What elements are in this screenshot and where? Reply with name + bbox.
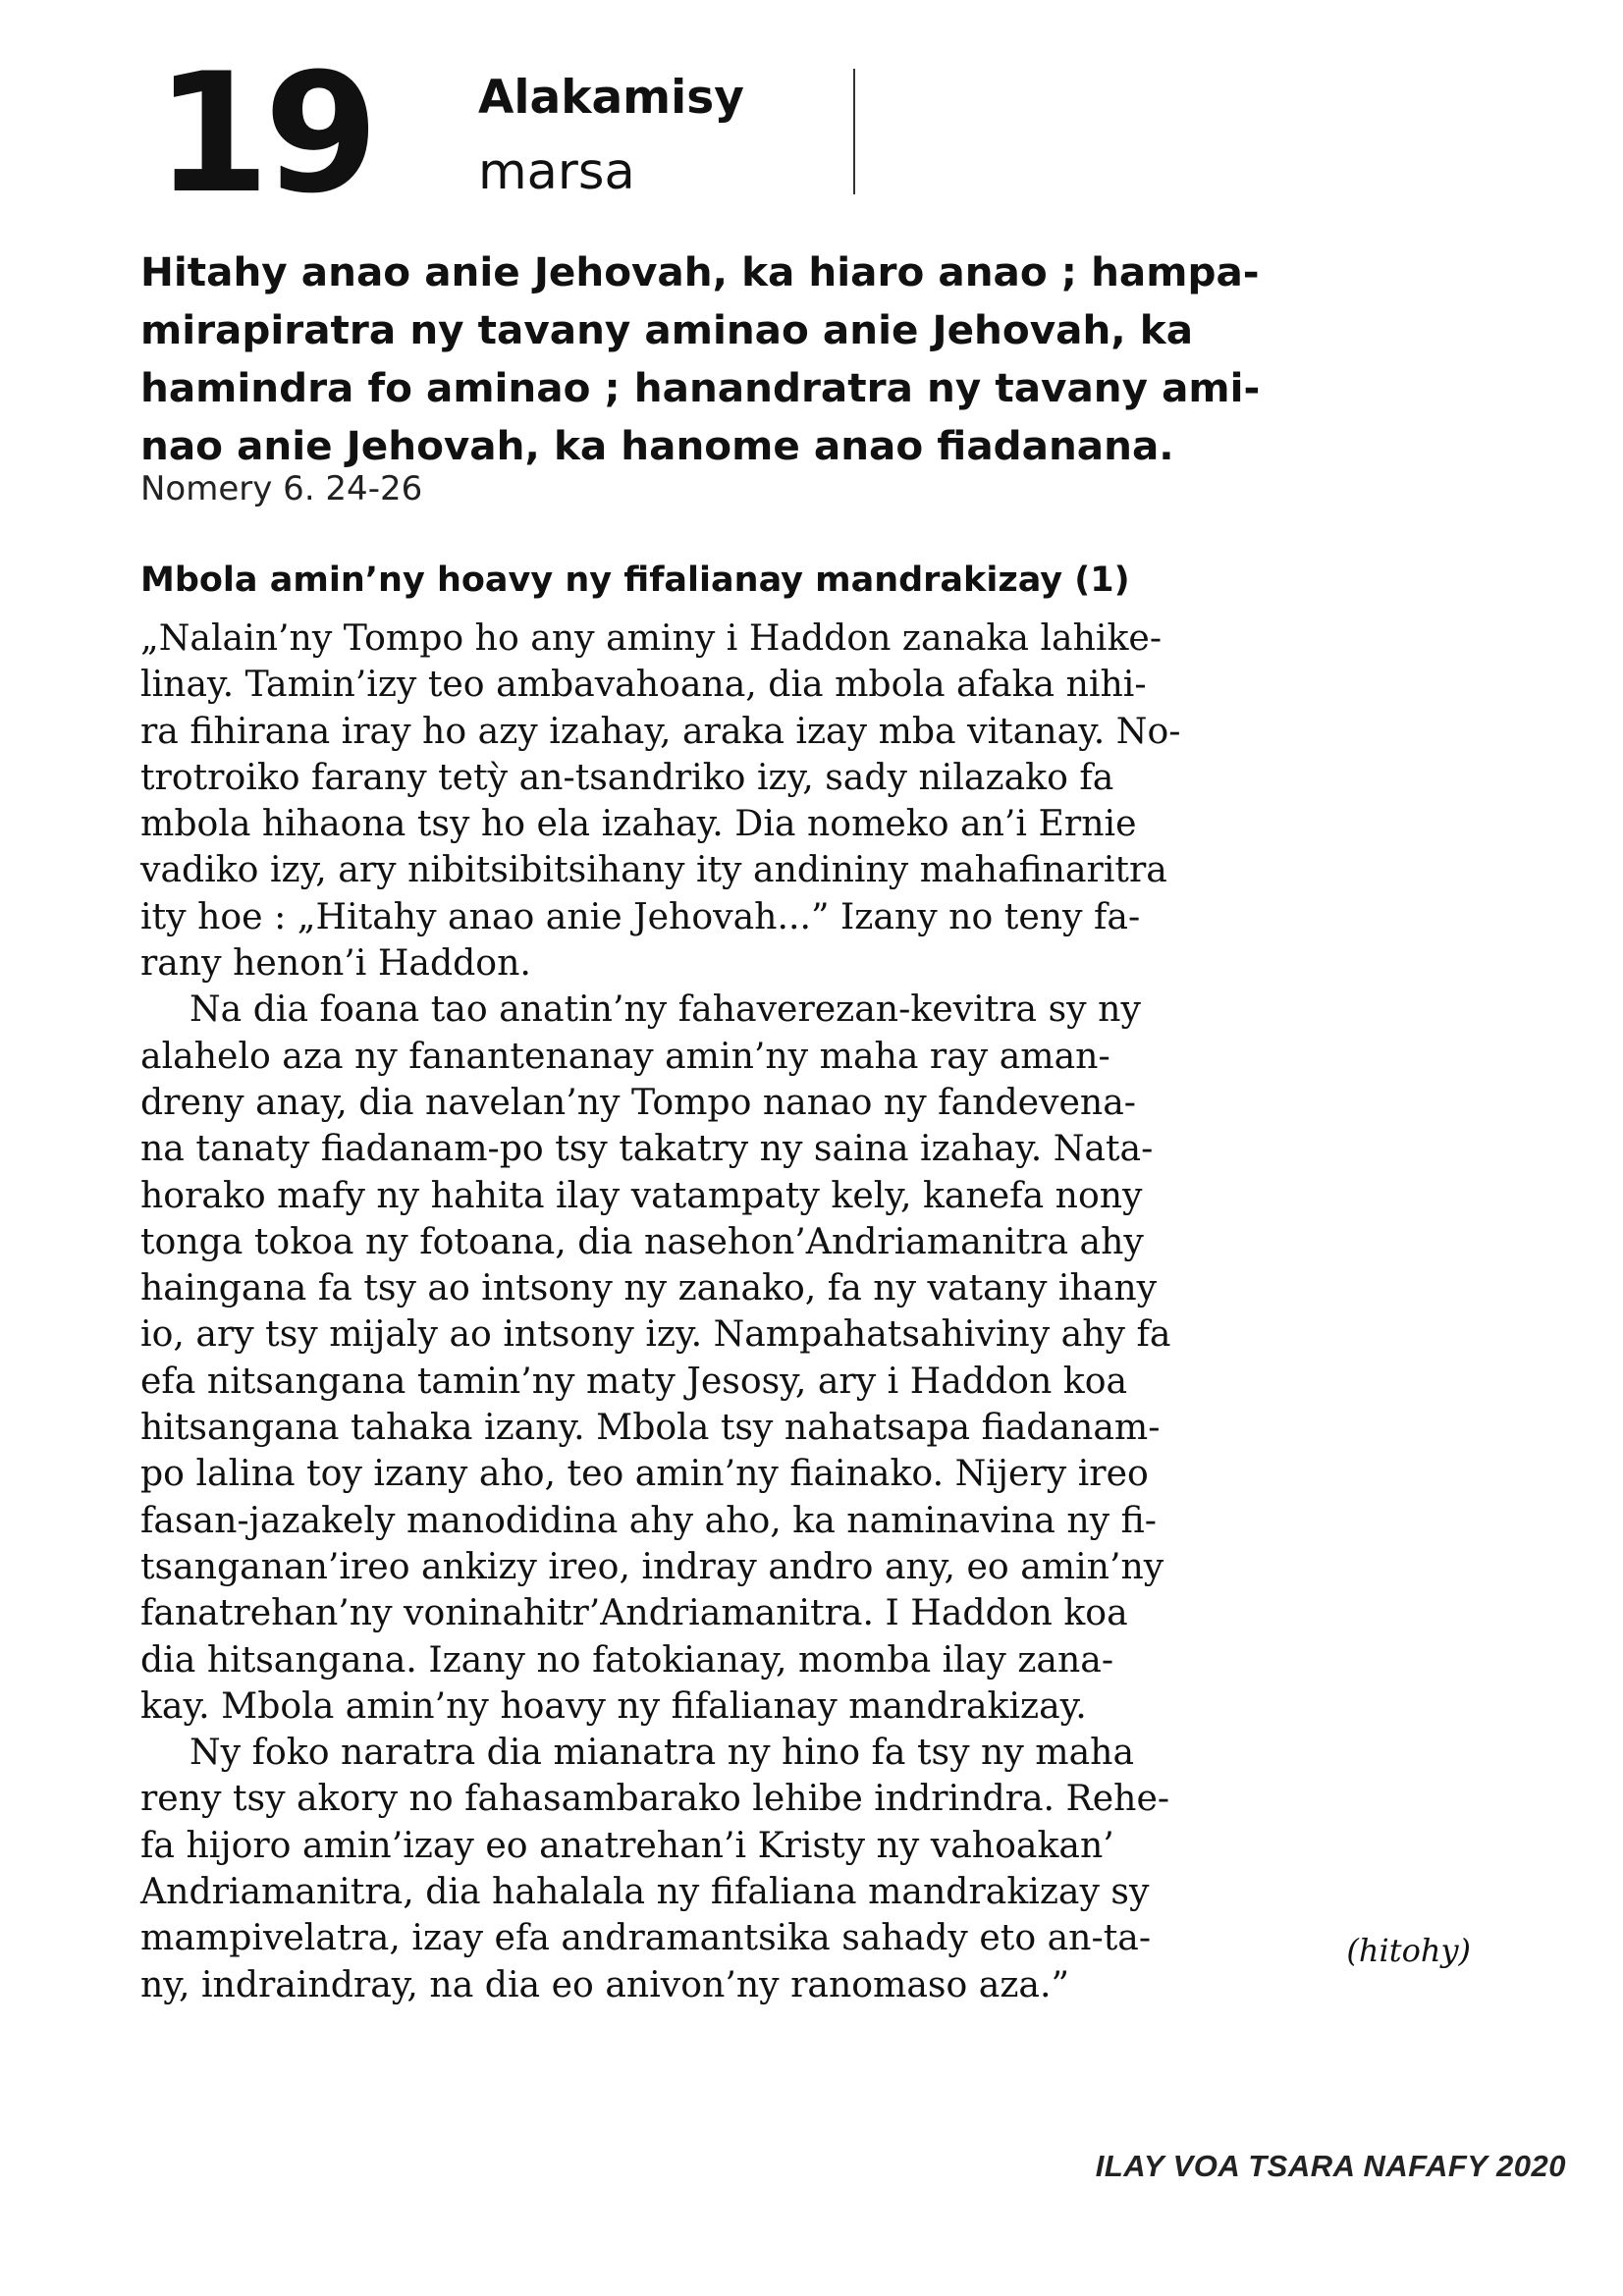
- publication-footer: ILAY VOA TSARA NAFAFY 2020: [1095, 2149, 1566, 2183]
- verse-line: hamindra fo aminao ; hanandratra ny tavany ami-: [140, 364, 1261, 411]
- body-line: „Nalain’ny Tompo ho any aminy i Haddon zanaka lahike-: [140, 616, 1163, 659]
- month-label: marsa: [478, 143, 635, 201]
- body-line: reny tsy akory no fahasambarako lehibe indrindra. Rehe-: [140, 1777, 1170, 1820]
- day-number: 19: [155, 37, 373, 230]
- body-line: trotroiko farany tetỳ an-tsandriko izy, sady nilazako fa: [140, 755, 1114, 798]
- body-line: ny, indraindray, na dia eo anivon’ny ranomaso aza.”: [140, 1962, 1070, 2005]
- verse-reference: Nomery 6. 24-26: [140, 469, 423, 508]
- body-line: linay. Tamin’izy teo ambavahoana, dia mbola afaka nihi-: [140, 663, 1147, 706]
- verse-line: Hitahy anao anie Jehovah, ka hiaro anao ; hampa-: [140, 248, 1260, 295]
- body-line: kay. Mbola amin’ny hoavy ny fifalianay mandrakizay.: [140, 1683, 1087, 1727]
- verse-line: mirapiratra ny tavany aminao anie Jehovah, ka: [140, 306, 1194, 353]
- body-line: io, ary tsy mijaly ao intsony izy. Nampahatsahiviny ahy fa: [140, 1312, 1171, 1356]
- body-line: mbola hihaona tsy ho ela izahay. Dia nomeko an’i Ernie: [140, 802, 1137, 845]
- body-line: ity hoe : „Hitahy anao anie Jehovah...” Izany no teny fa-: [140, 894, 1141, 937]
- body-line: Andriamanitra, dia hahalala ny fifaliana mandrakizay sy: [140, 1870, 1150, 1913]
- article-title: Mbola amin’ny hoavy ny fifalianay mandrakizay (1): [140, 561, 1130, 600]
- body-line: mampivelatra, izay efa andramantsika sahady eto an-ta-: [140, 1916, 1152, 1959]
- body-line: ra fihirana iray ho azy izahay, araka izay mba vitanay. No-: [140, 709, 1181, 752]
- body-line: Na dia foana tao anatin’ny fahaverezan-kevitra sy ny: [189, 988, 1141, 1031]
- body-line: efa nitsangana tamin’ny maty Jesosy, ary i Haddon koa: [140, 1359, 1128, 1402]
- body-line: horako mafy ny hahita ilay vatampaty kely, kanefa nony: [140, 1173, 1143, 1216]
- body-line: na tanaty fiadanam-po tsy takatry ny saina izahay. Nata-: [140, 1127, 1154, 1170]
- body-line: rany henon’i Haddon.: [140, 941, 531, 985]
- body-line: tonga tokoa ny fotoana, dia nasehon’Andriamanitra ahy: [140, 1219, 1144, 1262]
- header-divider: [853, 69, 855, 194]
- body-line: haingana fa tsy ao intsony ny zanako, fa ny vatany ihany: [140, 1266, 1158, 1309]
- article-body: [140, 614, 1481, 2007]
- body-line: dreny anay, dia navelan’ny Tompo nanao ny fandevena-: [140, 1080, 1137, 1123]
- body-line: alahelo aza ny fanantenanay amin’ny maha ray aman-: [140, 1034, 1110, 1077]
- body-line: fasan-jazakely manodidina ahy aho, ka naminavina ny fi-: [140, 1498, 1157, 1541]
- body-line: fanatrehan’ny voninahitr’Andriamanitra. I Haddon koa: [140, 1591, 1128, 1634]
- body-line: Ny foko naratra dia mianatra ny hino fa tsy ny maha: [189, 1731, 1135, 1774]
- verse-line: nao anie Jehovah, ka hanome anao fiadanana.: [140, 422, 1174, 469]
- continuation-note: (hitohy): [1346, 1932, 1471, 1969]
- body-line: po lalina toy izany aho, teo amin’ny fiainako. Nijery ireo: [140, 1452, 1149, 1495]
- body-line: tsanganan’ireo ankizy ireo, indray andro any, eo amin’ny: [140, 1544, 1164, 1587]
- daily-verse: [140, 243, 1481, 475]
- body-line: vadiko izy, ary nibitsibitsihany ity andininy mahafinaritra: [140, 848, 1167, 891]
- weekday-label: Alakamisy: [478, 71, 744, 125]
- body-line: fa hijoro amin’izay eo anatrehan’i Kristy ny vahoakan’: [140, 1823, 1114, 1866]
- body-line: dia hitsangana. Izany no fatokianay, momba ilay zana-: [140, 1637, 1114, 1681]
- body-line: hitsangana tahaka izany. Mbola tsy nahatsapa fiadanam-: [140, 1406, 1161, 1449]
